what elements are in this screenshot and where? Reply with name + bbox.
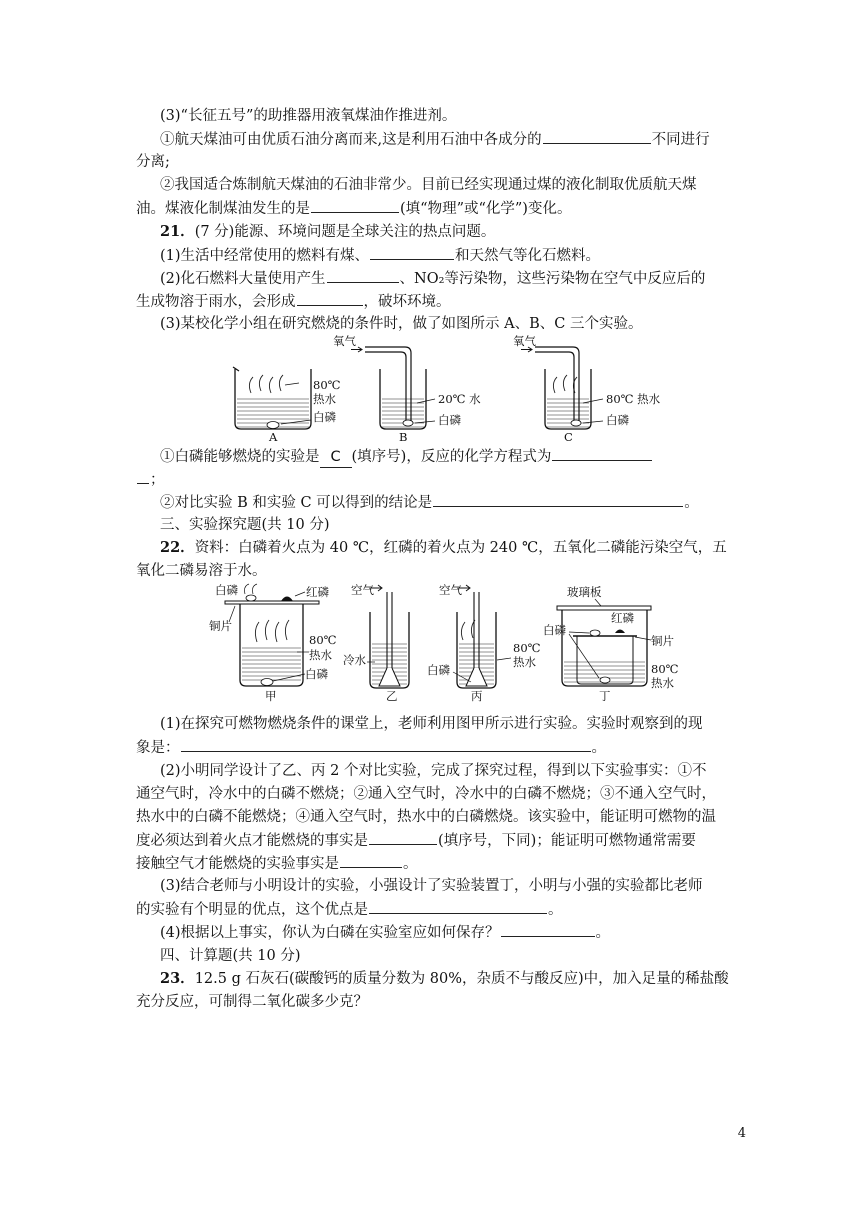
figure-abc-experiments xyxy=(225,333,675,443)
label-a-temp: 80℃ xyxy=(313,378,341,392)
text: 的实验有个明显的优点，这个优点是 xyxy=(136,902,368,918)
answer-blank[interactable] xyxy=(311,198,399,213)
label-yi-air: 空气 xyxy=(351,583,374,597)
q20-part3-2: ②我国适合炼制航天煤油的石油非常少。目前已经实现通过煤的液化制取优质航天煤 xyxy=(160,177,697,193)
apparatus-ding xyxy=(543,585,679,702)
label-c: C xyxy=(564,430,573,443)
label-jia: 甲 xyxy=(265,689,277,702)
q22-part2: (2)小明同学设计了乙、丙 2 个对比实验，完成了探究过程，得到以下实验事实：①不 xyxy=(160,763,707,779)
text: ②对比实验 B 和实验 C 可以得到的结论是 xyxy=(160,495,433,511)
label-b-temp: 20℃ 水 xyxy=(438,392,481,406)
q21-part3-1 xyxy=(160,446,653,468)
label-ding-water: 热水 xyxy=(651,676,674,690)
text: ①白磷能够燃烧的实验是 xyxy=(160,449,320,465)
section-three-heading: 三、实验探究题(共 10 分) xyxy=(160,517,330,533)
label-ding-white-phosphorus: 白磷 xyxy=(543,623,566,637)
label-jia-copper: 铜片 xyxy=(209,619,232,633)
label-c-temp: 80℃ 热水 xyxy=(606,392,661,406)
apparatus-jia xyxy=(209,583,337,702)
text: 和天然气等化石燃料。 xyxy=(455,248,601,264)
text: (填序号)，反应的化学方程式为 xyxy=(351,449,552,465)
label-yi: 乙 xyxy=(386,689,398,702)
answer-blank[interactable] xyxy=(543,129,651,144)
text: (4)根据以上事实，你认为白磷在实验室应如何保存？ xyxy=(160,925,500,941)
label-a: A xyxy=(269,430,278,443)
text: 。 xyxy=(684,495,699,511)
text: 度必须达到着火点才能燃烧的事实是 xyxy=(136,833,368,849)
answer-filled[interactable]: C xyxy=(320,447,352,468)
q21-part3: (3)某校化学小组在研究燃烧的条件时，做了如图所示 A、B、C 三个实验。 xyxy=(160,316,643,332)
label-ding-temp: 80℃ xyxy=(651,662,679,676)
q20-part3-1 xyxy=(160,129,710,150)
label-b-phosphorus: 白磷 xyxy=(438,413,461,427)
text: ①航天煤油可由优质石油分离而来,这是利用石油中各成分的 xyxy=(160,132,542,148)
label-b-oxygen: 氧气 xyxy=(333,334,356,348)
answer-blank[interactable] xyxy=(137,469,149,484)
label-bing: 丙 xyxy=(471,689,483,702)
q21-part3-2 xyxy=(160,492,699,513)
text: 。 xyxy=(403,856,418,872)
question-number: 22． xyxy=(160,539,195,556)
text: 。 xyxy=(595,925,611,941)
page-number: 4 xyxy=(737,1126,746,1141)
label-jia-red-phosphorus: 红磷 xyxy=(306,585,329,599)
label-bing-water: 热水 xyxy=(513,655,536,669)
label-jia-temp: 80℃ xyxy=(309,633,337,647)
answer-blank[interactable] xyxy=(369,899,547,914)
text: 接触空气才能燃烧的实验事实是 xyxy=(136,856,339,872)
label-c-phosphorus: 白磷 xyxy=(606,413,629,427)
apparatus-bing xyxy=(427,583,541,702)
answer-blank[interactable] xyxy=(433,492,683,507)
label-yi-cold-water: 冷水 xyxy=(343,653,366,667)
text-line xyxy=(136,469,165,490)
text-line xyxy=(136,291,451,312)
text-line: 通空气时，冷水中的白磷不燃烧；②通入空气时，冷水中的白磷不燃烧；③不通入空气时， xyxy=(136,786,716,802)
answer-blank[interactable] xyxy=(327,268,399,283)
label-ding-glass: 玻璃板 xyxy=(567,585,602,599)
q22-part4 xyxy=(160,922,610,943)
question-21 xyxy=(160,222,495,242)
text: 。 xyxy=(548,902,563,918)
label-bing-temp: 80℃ xyxy=(513,641,541,655)
beaker-b xyxy=(333,334,481,443)
text-line xyxy=(136,899,563,920)
text-line xyxy=(136,198,571,219)
beaker-a xyxy=(233,367,341,443)
label-bing-air: 空气 xyxy=(439,583,462,597)
text-line: 充分反应，可制得二氧化碳多少克？ xyxy=(136,994,368,1010)
label-bing-white-phosphorus: 白磷 xyxy=(427,663,450,677)
apparatus-yi xyxy=(343,582,409,702)
label-ding-red-phosphorus: 红磷 xyxy=(611,611,634,625)
label-ding-copper: 铜片 xyxy=(651,634,674,648)
answer-blank[interactable] xyxy=(369,830,437,845)
label-a-phosphorus: 白磷 xyxy=(313,410,336,424)
label-jia-white-phosphorus-2: 白磷 xyxy=(305,667,328,681)
text: 、NO₂等污染物，这些污染物在空气中反应后的 xyxy=(399,271,706,287)
label-b: B xyxy=(399,430,408,443)
q21-part2 xyxy=(160,268,705,289)
answer-blank[interactable] xyxy=(340,853,402,868)
text: 12.5 g 石灰石(碳酸钙的质量分数为 80%，杂质不与酸反应)中，加入足量的稀盐酸 xyxy=(194,971,729,987)
text: (2)化石燃料大量使用产生 xyxy=(160,271,326,287)
answer-blank[interactable] xyxy=(501,922,595,937)
label-c-oxygen: 氧气 xyxy=(513,334,536,348)
answer-blank[interactable] xyxy=(181,737,591,752)
question-22 xyxy=(160,538,727,558)
text-line: 氧化二磷易溶于水。 xyxy=(136,563,267,579)
beaker-c xyxy=(513,334,661,443)
text: (填序号，下同)；能证明可燃物通常需要 xyxy=(438,833,696,849)
text-line: 分离; xyxy=(136,154,170,170)
q20-part3: (3)“长征五号”的助推器用液氧煤油作推进剂。 xyxy=(160,108,457,124)
text-line xyxy=(136,853,418,874)
question-number: 21． xyxy=(160,223,195,240)
text-line xyxy=(136,737,606,758)
text: 不同进行 xyxy=(651,132,710,148)
question-number: 23． xyxy=(160,970,195,987)
q22-part1: (1)在探究可燃物燃烧条件的课堂上，老师利用图甲所示进行实验。实验时观察到的现 xyxy=(160,716,703,732)
figure-jia-yi-bing-ding xyxy=(205,582,680,702)
q21-part1 xyxy=(160,245,600,266)
text: 。 xyxy=(591,740,606,756)
label-ding: 丁 xyxy=(599,689,611,702)
label-a-water: 热水 xyxy=(313,392,336,406)
answer-blank[interactable] xyxy=(297,291,363,306)
text: 生成物溶于雨水，会形成 xyxy=(136,294,296,310)
text-line: 热水中的白磷不能燃烧；④通入空气时，热水中的白磷燃烧。该实验中，能证明可燃物的温 xyxy=(136,809,716,825)
text: (填“物理”或“化学”)变化。 xyxy=(400,201,572,217)
question-23 xyxy=(160,969,729,989)
answer-blank[interactable] xyxy=(552,446,652,461)
text: (1)生活中经常使用的燃料有煤、 xyxy=(160,248,370,264)
text-line xyxy=(136,830,696,851)
answer-blank[interactable] xyxy=(370,245,454,260)
section-four-heading: 四、计算题(共 10 分) xyxy=(160,948,301,964)
text: 象是： xyxy=(136,740,180,756)
text: (7 分)能源、环境问题是全球关注的热点问题。 xyxy=(194,224,496,240)
label-jia-water: 热水 xyxy=(309,648,332,662)
text: 油。煤液化制煤油发生的是 xyxy=(136,201,310,217)
text: ； xyxy=(150,472,165,488)
label-jia-white-phosphorus: 白磷 xyxy=(215,583,238,597)
q22-part3: (3)结合老师与小明设计的实验，小强设计了实验装置丁，小明与小强的实验都比老师 xyxy=(160,878,703,894)
text: 资料：白磷着火点为 40 ℃，红磷的着火点为 240 ℃，五氧化二磷能污染空气，五 xyxy=(194,540,727,556)
text: ，破坏环境。 xyxy=(363,294,451,310)
